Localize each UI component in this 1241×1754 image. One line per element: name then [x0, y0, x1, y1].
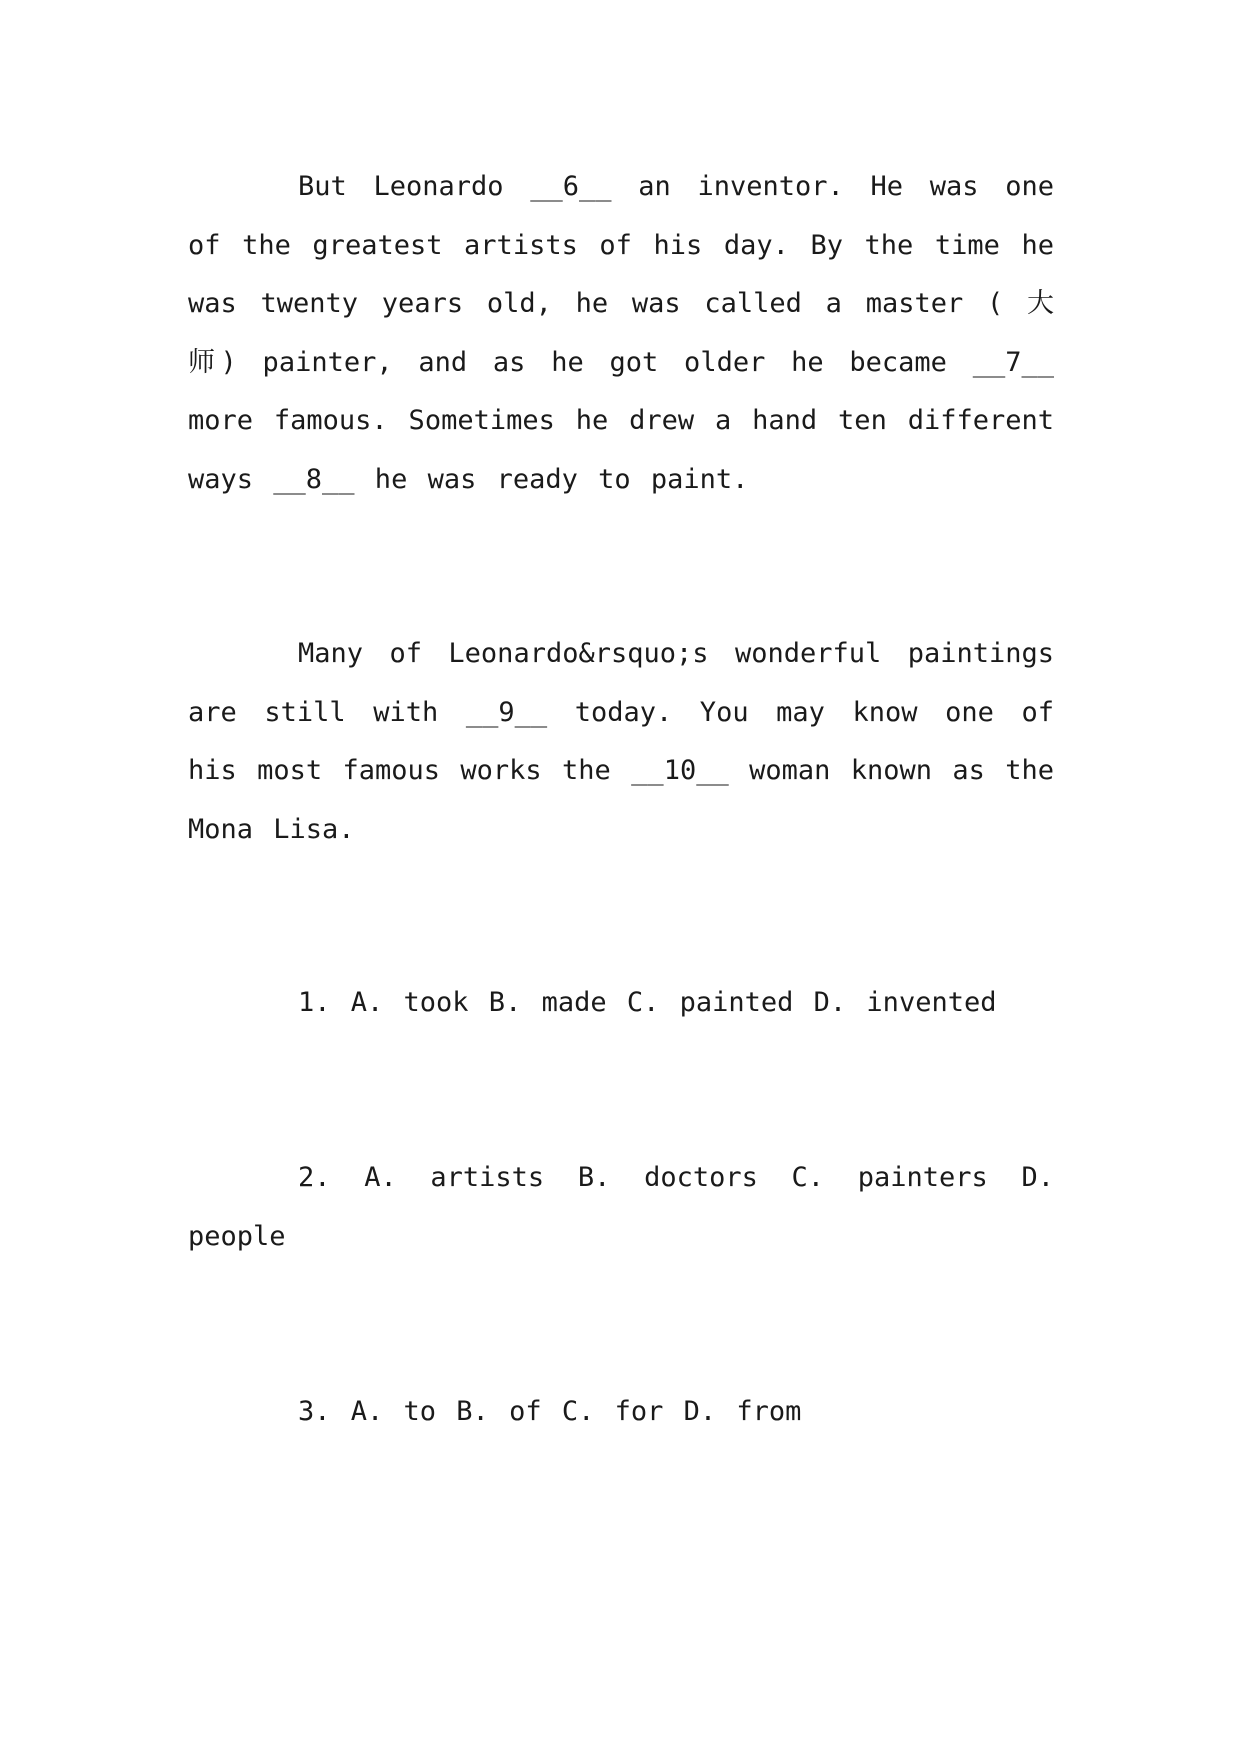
- question-2: 2. A. artists B. doctors C. painters D. people: [188, 1162, 1054, 1252]
- question-1: 1. A. took B. made C. painted D. invented: [298, 987, 997, 1018]
- passage-paragraph-1: But Leonardo __6__ an inventor. He was one of the greatest artists of his day. By the time he was twenty years old, he was called a master ( 大师) painter, and as he got older he became __7__ more famous. Sometimes he drew a hand ten different ways __8__ he was ready to paint.: [188, 171, 1054, 495]
- passage-paragraph-2: Many of Leonardo&rsquo;s wonderful paintings are still with __9__ today. You may know one of his most famous works the __10__ woman known as the Mona Lisa.: [188, 638, 1054, 845]
- question-3: 3. A. to B. of C. for D. from: [298, 1396, 802, 1427]
